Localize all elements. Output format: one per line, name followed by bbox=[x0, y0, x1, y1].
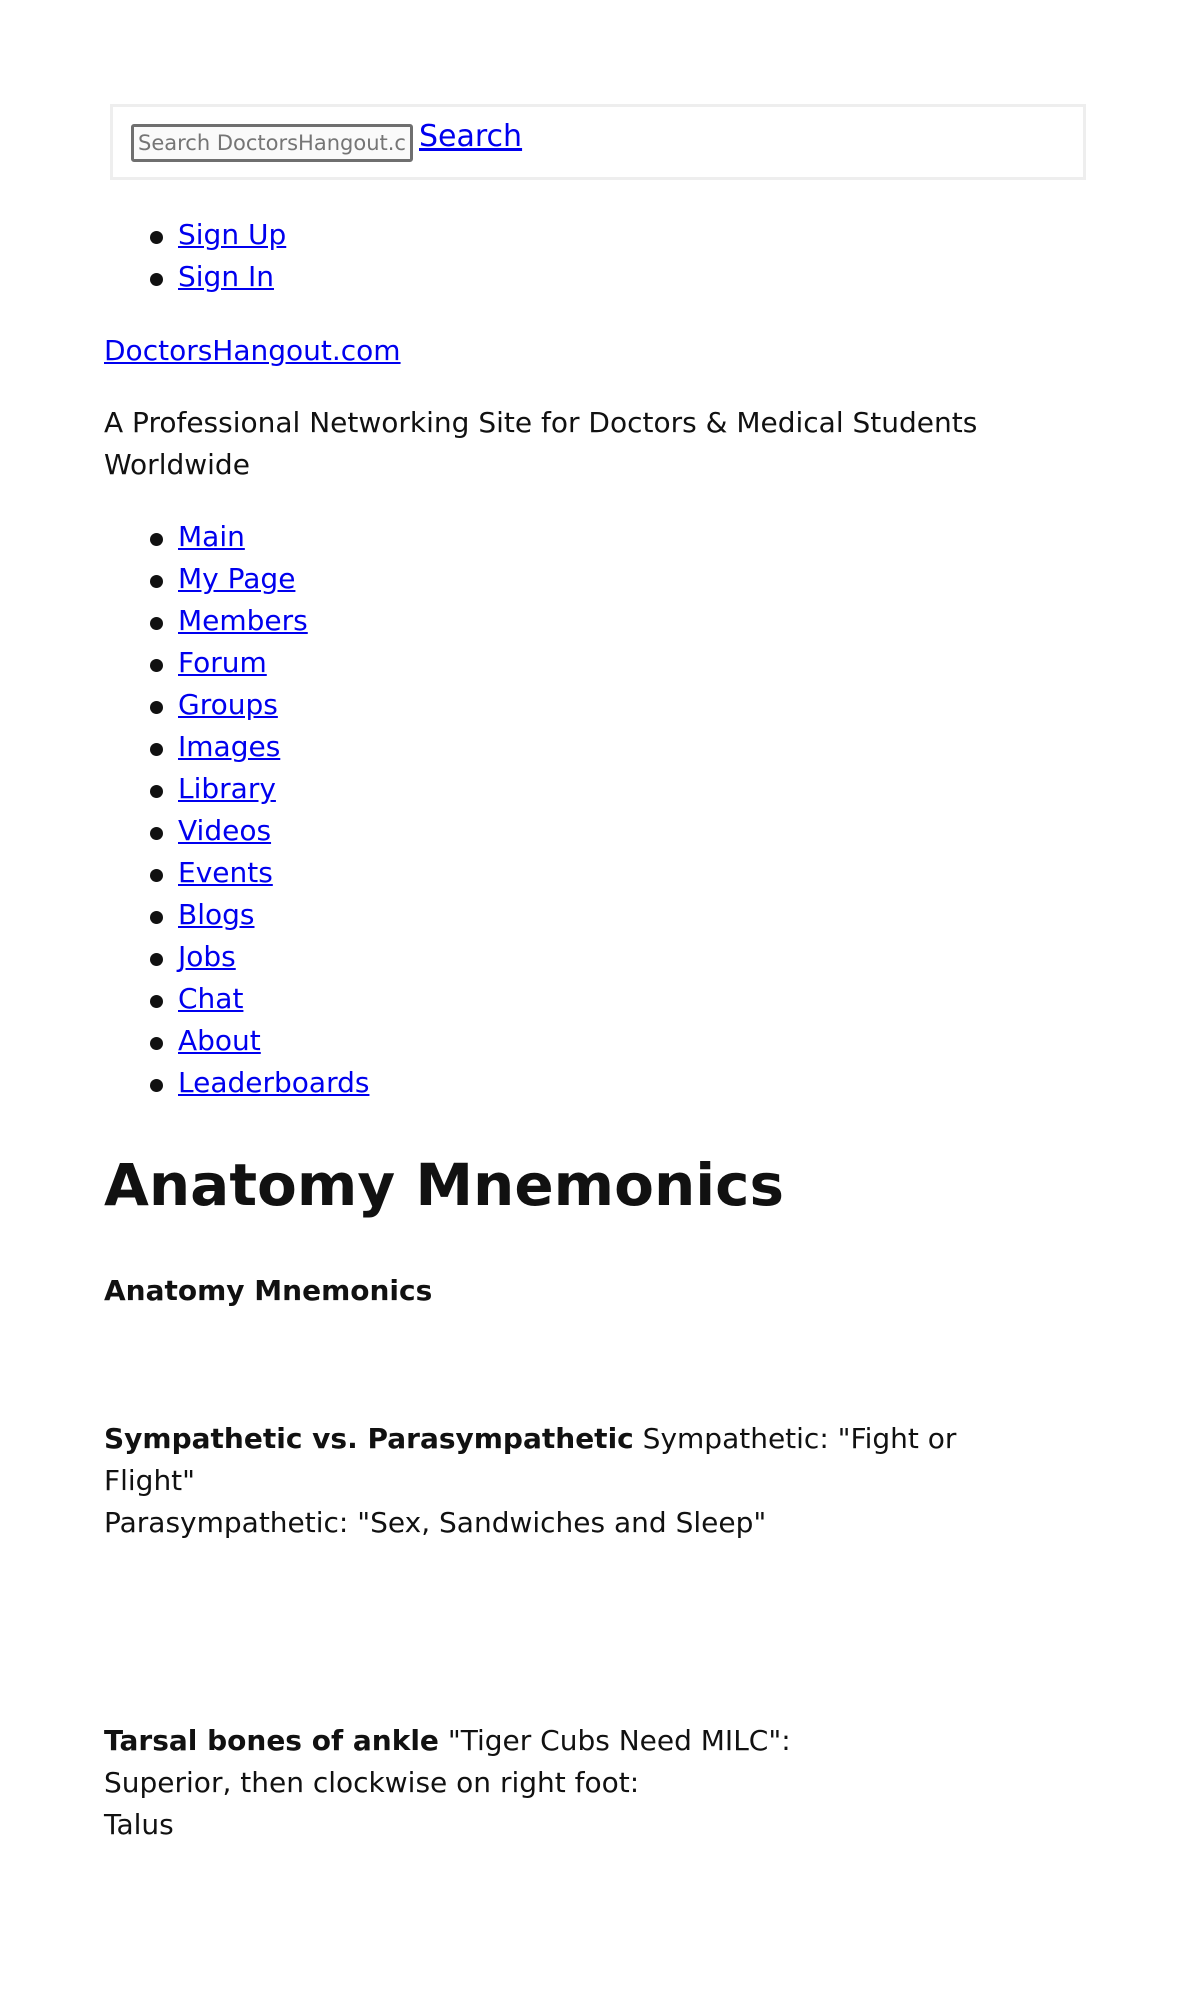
list-item bbox=[0, 214, 286, 256]
site-tagline: A Professional Networking Site for Doctors & Medical Students Worldwide bbox=[104, 406, 978, 481]
search-bar bbox=[110, 104, 1086, 180]
list-item bbox=[0, 1062, 369, 1104]
nav-item-forum[interactable]: Forum bbox=[178, 646, 267, 679]
nav-item-groups[interactable]: Groups bbox=[178, 688, 278, 721]
nav-item-library[interactable]: Library bbox=[178, 772, 276, 805]
main-nav bbox=[0, 516, 369, 1104]
search-input[interactable] bbox=[131, 124, 413, 162]
sign-in-link[interactable]: Sign In bbox=[178, 260, 274, 293]
list-item bbox=[0, 516, 369, 558]
list-item bbox=[0, 894, 369, 936]
nav-item-my-page[interactable]: My Page bbox=[178, 562, 296, 595]
list-item bbox=[0, 1020, 369, 1062]
mnemonic-section-tarsal bbox=[104, 1720, 964, 1846]
article-subtitle: Anatomy Mnemonics bbox=[104, 1274, 433, 1307]
nav-item-videos[interactable]: Videos bbox=[178, 814, 272, 847]
site-brand bbox=[104, 330, 401, 372]
site-home-link[interactable]: DoctorsHangout.com bbox=[104, 334, 401, 367]
list-item bbox=[0, 936, 369, 978]
list-item bbox=[0, 600, 369, 642]
nav-item-images[interactable]: Images bbox=[178, 730, 281, 763]
nav-item-jobs[interactable]: Jobs bbox=[178, 940, 236, 973]
section-heading: Tarsal bones of ankle bbox=[104, 1724, 439, 1757]
search-button[interactable]: Search bbox=[419, 119, 523, 154]
nav-item-about[interactable]: About bbox=[178, 1024, 261, 1057]
section-line: Sympathetic: "Fight or Flight" bbox=[104, 1422, 957, 1497]
auth-links bbox=[0, 214, 286, 298]
nav-item-blogs[interactable]: Blogs bbox=[178, 898, 255, 931]
mnemonic-section-sympathetic bbox=[104, 1418, 964, 1544]
list-item bbox=[0, 852, 369, 894]
list-item bbox=[0, 256, 286, 298]
section-line: Talus bbox=[104, 1808, 174, 1841]
nav-item-events[interactable]: Events bbox=[178, 856, 273, 889]
nav-item-main[interactable]: Main bbox=[178, 520, 245, 553]
list-item bbox=[0, 810, 369, 852]
list-item bbox=[0, 684, 369, 726]
section-line: Parasympathetic: "Sex, Sandwiches and Sleep" bbox=[104, 1506, 767, 1539]
section-line: Superior, then clockwise on right foot: bbox=[104, 1766, 640, 1799]
sign-up-link[interactable]: Sign Up bbox=[178, 218, 287, 251]
section-heading: Sympathetic vs. Parasympathetic bbox=[104, 1422, 634, 1455]
list-item bbox=[0, 726, 369, 768]
list-item bbox=[0, 558, 369, 600]
nav-item-members[interactable]: Members bbox=[178, 604, 308, 637]
list-item bbox=[0, 978, 369, 1020]
page-title: Anatomy Mnemonics bbox=[104, 1151, 785, 1219]
nav-item-chat[interactable]: Chat bbox=[178, 982, 244, 1015]
nav-item-leaderboards[interactable]: Leaderboards bbox=[178, 1066, 370, 1099]
section-mnemonic: "Tiger Cubs Need MILC": bbox=[447, 1724, 791, 1757]
list-item bbox=[0, 642, 369, 684]
list-item bbox=[0, 768, 369, 810]
